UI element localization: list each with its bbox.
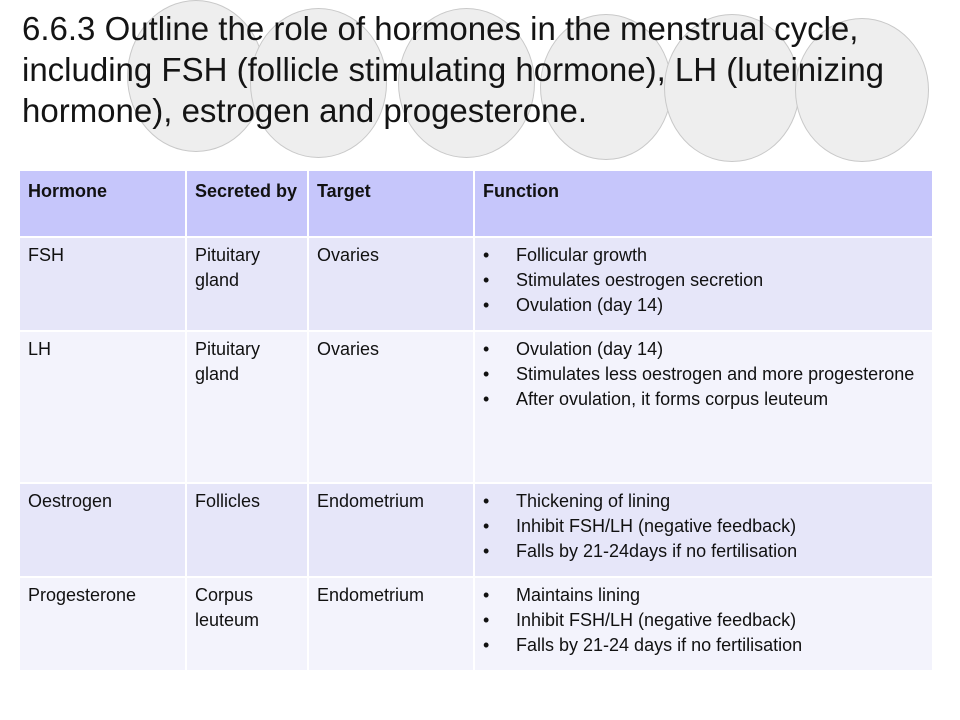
list-item: • Follicular growth (483, 243, 924, 268)
header-hormone: Hormone (20, 171, 186, 237)
function-list (483, 489, 924, 564)
cell-secreted-by: Corpus leuteum (186, 577, 308, 671)
cell-hormone: Progesterone (20, 577, 186, 671)
cell-target: Endometrium (308, 577, 474, 671)
cell-hormone: Oestrogen (20, 483, 186, 577)
header-target: Target (308, 171, 474, 237)
cell-target: Endometrium (308, 483, 474, 577)
list-item: • Falls by 21-24days if no fertilisation (483, 539, 924, 564)
cell-function (474, 483, 933, 577)
cell-hormone: FSH (20, 237, 186, 331)
list-item: • Thickening of lining (483, 489, 924, 514)
function-list (483, 243, 924, 318)
list-item: • After ovulation, it forms corpus leuteum (483, 387, 924, 412)
table-row (20, 483, 933, 577)
cell-function (474, 577, 933, 671)
list-item: • Falls by 21-24 days if no fertilisation (483, 633, 924, 658)
list-item: • Inhibit FSH/LH (negative feedback) (483, 514, 924, 539)
slide-title: 6.6.3 Outline the role of hormones in the menstrual cycle, including FSH (follicle stimulating hormone), LH (luteinizing hormone), estrogen and progesterone. (22, 10, 885, 129)
header-secreted-by: Secreted by (186, 171, 308, 237)
list-item: • Maintains lining (483, 583, 924, 608)
header-function: Function (474, 171, 933, 237)
function-list (483, 337, 924, 412)
cell-secreted-by: Follicles (186, 483, 308, 577)
table-row (20, 237, 933, 331)
list-item: • Inhibit FSH/LH (negative feedback) (483, 608, 924, 633)
cell-function (474, 237, 933, 331)
list-item: • Stimulates oestrogen secretion (483, 268, 924, 293)
list-item: • Ovulation (day 14) (483, 337, 924, 362)
hormone-table (20, 171, 934, 672)
table-row (20, 577, 933, 671)
cell-secreted-by: Pituitary gland (186, 331, 308, 483)
cell-secreted-by: Pituitary gland (186, 237, 308, 331)
list-item: • Ovulation (day 14) (483, 293, 924, 318)
cell-hormone: LH (20, 331, 186, 483)
table-row (20, 331, 933, 483)
cell-function (474, 331, 933, 483)
table-header-row (20, 171, 933, 237)
cell-target: Ovaries (308, 237, 474, 331)
list-item: • Stimulates less oestrogen and more progesterone (483, 362, 924, 387)
function-list (483, 583, 924, 658)
cell-target: Ovaries (308, 331, 474, 483)
